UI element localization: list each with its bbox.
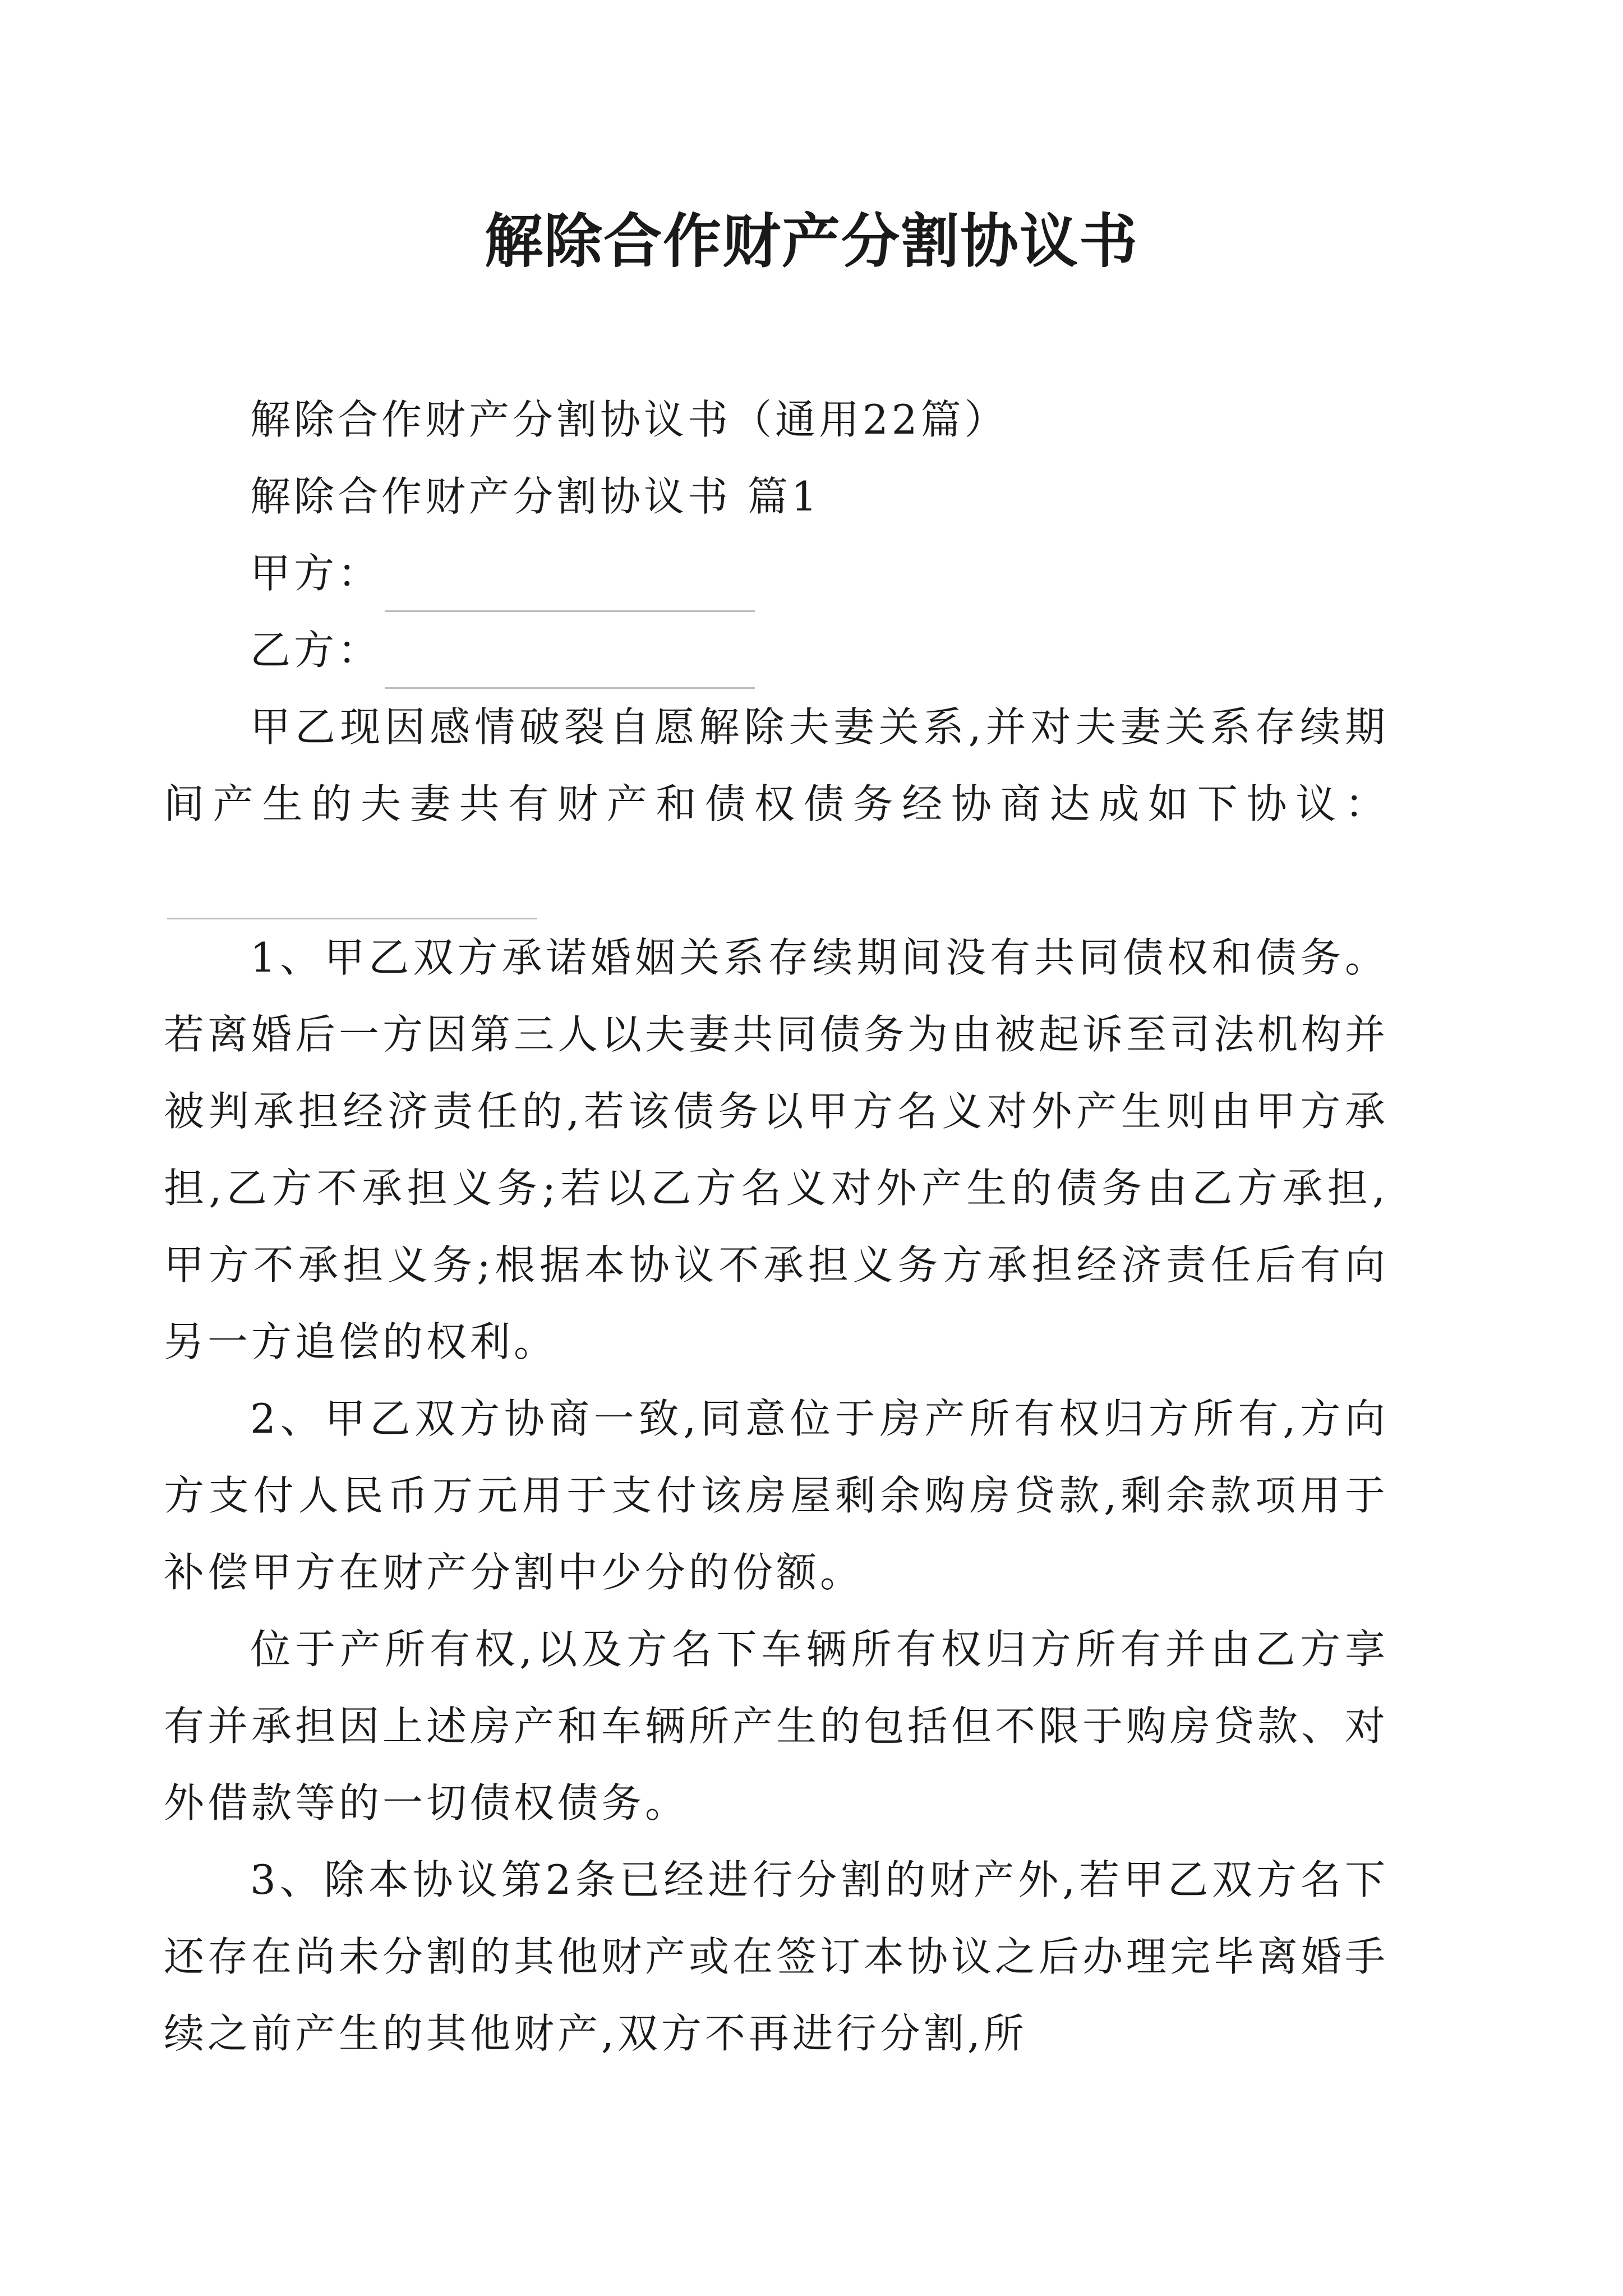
party-a-label: 甲方： — [250, 550, 382, 597]
party-b-blank — [385, 643, 755, 689]
clause-3: 3、除本协议第2条已经进行分割的财产外,若甲乙双方名下还存在尚未分割的其他财产或在签订本协议之后办理完毕离婚手续之前产生的其他财产,双方不再进行分割,所 — [164, 1856, 1389, 2057]
party-b-line — [250, 612, 1389, 689]
clause-1: 1、甲乙双方承诺婚姻关系存续期间没有共同债权和债务。若离婚后一方因第三人以夫妻共同债务为由被起诉至司法机构并被判承担经济责任的,若该债务以甲方名义对外产生则由甲方承担,乙方不承担义务;若以乙方名义对外产生的债务由乙方承担,甲方不承担义务;根据本协议不承担义务方承担经济责任后有向另一方追偿的权利。 — [164, 934, 1389, 1365]
party-a-line — [250, 535, 1389, 612]
document-body — [164, 381, 1389, 2072]
clause-2: 2、甲乙双方协商一致,同意位于房产所有权归方所有,方向方支付人民币万元用于支付该房屋剩余购房贷款,剩余款项用于补偿甲方在财产分割中少分的份额。 — [164, 1395, 1389, 1596]
party-b-label: 乙方： — [250, 627, 382, 674]
document-title: 解除合作财产分割协议书 — [484, 207, 1138, 275]
subtitle: 解除合作财产分割协议书（通用22篇） — [250, 396, 1008, 443]
party-a-blank — [385, 567, 755, 612]
intro-blank — [167, 874, 537, 919]
intro-paragraph — [164, 689, 1389, 919]
clause-2-continued: 位于产所有权,以及方名下车辆所有权归方所有并由乙方享有并承担因上述房产和车辆所产生的包括但不限于购房贷款、对外借款等的一切债权债务。 — [164, 1626, 1389, 1826]
intro-text: 甲乙现因感情破裂自愿解除夫妻关系,并对夫妻关系存续期间产生的夫妻共有财产和债权债务经协商达成如下协议： — [164, 703, 1389, 827]
chapter-heading: 解除合作财产分割协议书 篇1 — [250, 473, 820, 520]
